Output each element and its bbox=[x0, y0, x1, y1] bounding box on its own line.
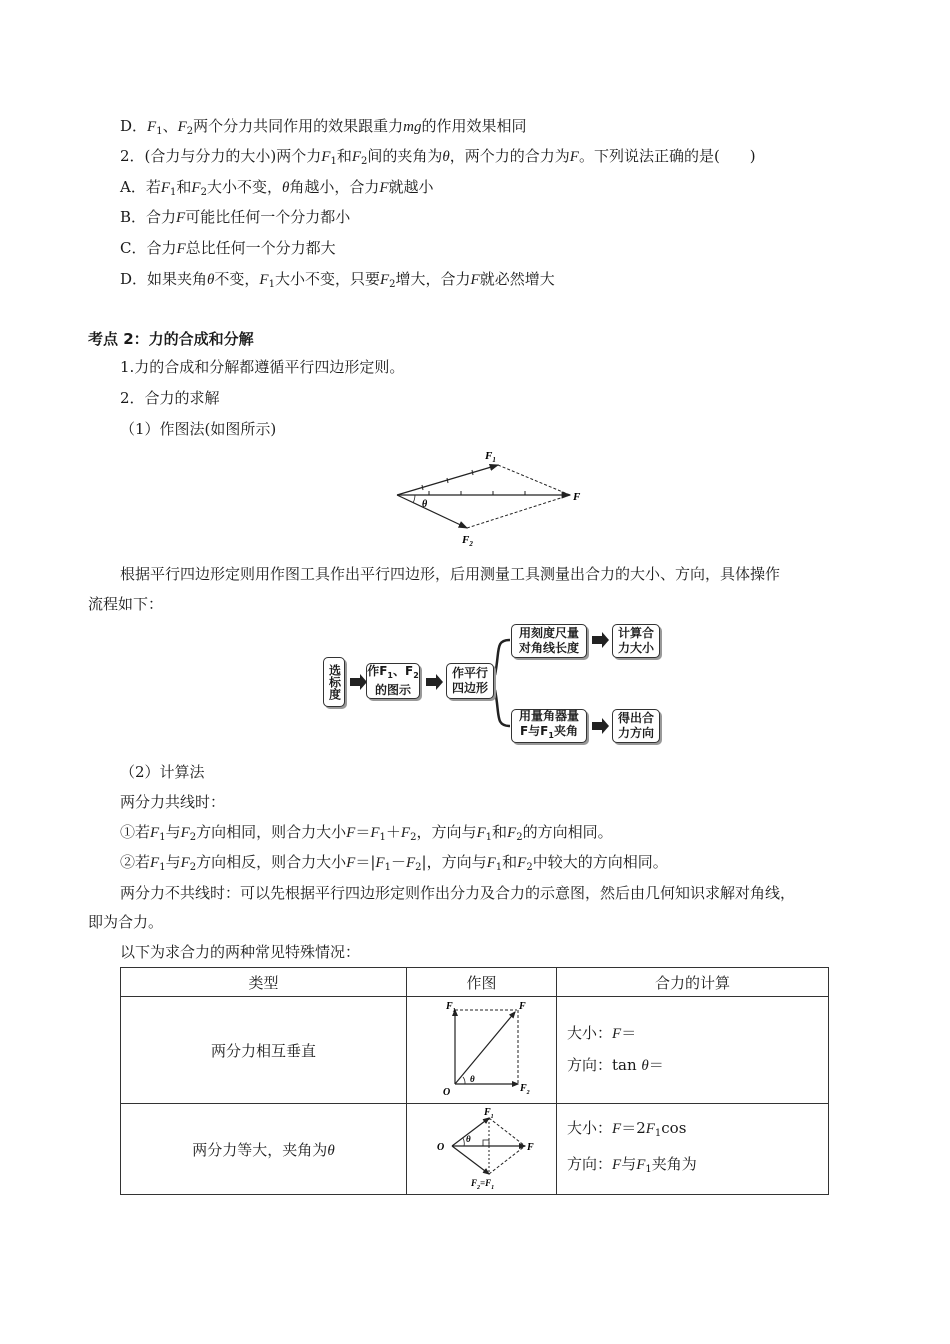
flow-arrow-3 bbox=[592, 632, 609, 648]
eq-label-f1: $F_1$ bbox=[483, 1107, 494, 1120]
row2-calc bbox=[557, 1104, 829, 1195]
row1-type: 两分力相互垂直 bbox=[121, 997, 407, 1104]
flow-arrow-4 bbox=[592, 718, 609, 734]
perp-label-f2: $F_2$ bbox=[519, 1083, 530, 1096]
eq-label-theta: θ bbox=[465, 1134, 471, 1144]
perpendicular-diagram bbox=[432, 998, 532, 1098]
row2-figure-cell bbox=[407, 1104, 557, 1195]
eq-theta-arc bbox=[463, 1138, 464, 1146]
special-cases-table bbox=[120, 967, 829, 1195]
q2-stem: 2．(合力与分力的大小)两个力$F_1$和$F_2$间的夹角为θ，两个力的合力为F。下列说法正确的是( ) bbox=[120, 147, 756, 167]
perp-label-f: F bbox=[518, 1001, 526, 1012]
perp-label-f1: $F_1$ bbox=[445, 1001, 456, 1014]
perp-label-theta: θ bbox=[469, 1074, 475, 1084]
section-p7: ①若$F_1$与$F_2$方向相同，则合力大小$F=F_1+F_2$，方向与$F_1$和$F_2$的方向相同。 bbox=[120, 823, 613, 843]
table-header-type: 类型 bbox=[121, 968, 407, 997]
section-p4-line1: 根据平行四边形定则用作图工具作出平行四边形，后用测量工具测量出合力的大小、方向，具体操作 bbox=[120, 565, 781, 583]
section-p9-line2: 即为合力。 bbox=[88, 913, 164, 931]
f2-vector bbox=[397, 495, 467, 528]
section-p5: （2）计算法 bbox=[120, 763, 205, 781]
equal-forces-diagram bbox=[427, 1104, 537, 1190]
right-angle-mark bbox=[483, 1140, 489, 1146]
branch-lower bbox=[495, 690, 510, 726]
flow-box-compute-size: 计算合 力大小 bbox=[612, 624, 660, 658]
theta-arc bbox=[413, 495, 415, 503]
q2-option-d: D．如果夹角θ不变，$F_1$大小不变，只要$F_2$增大，合力F就必然增大 bbox=[120, 270, 555, 290]
section-p9-line1: 两分力不共线时：可以先根据平行四边形定则作出分力及合力的示意图，然后由几何知识求解对角线， bbox=[120, 884, 796, 902]
label-f: F bbox=[573, 491, 581, 503]
row1-calc bbox=[557, 997, 829, 1104]
eq-dashed-top bbox=[489, 1118, 525, 1146]
parallelogram-diagram bbox=[385, 445, 595, 550]
q2-option-c: C．合力F总比任何一个分力都大 bbox=[120, 239, 336, 257]
perp-f-vector bbox=[455, 1012, 515, 1084]
flow-arrow-1 bbox=[350, 674, 367, 690]
eq-label-o: O bbox=[436, 1142, 444, 1153]
branch-upper bbox=[495, 640, 510, 675]
flow-box-draw-forces: 作$F_1$、$F_2$ 的图示 bbox=[367, 664, 419, 697]
row2-direction: 方向：F与$F_1$夹角为 bbox=[567, 1155, 697, 1175]
section-heading: 考点 2：力的合成和分解 bbox=[88, 330, 254, 348]
row1-size: 大小：F＝ bbox=[567, 1024, 637, 1042]
row2-size: 大小：$F=2F_1\cos$ bbox=[567, 1119, 687, 1139]
perp-label-o: O bbox=[442, 1087, 450, 1098]
q2-option-b: B．合力F可能比任何一个分力都小 bbox=[120, 208, 351, 226]
section-p1: 1.力的合成和分解都遵循平行四边形定则。 bbox=[120, 358, 405, 376]
table-header-calc: 合力的计算 bbox=[557, 968, 829, 997]
section-p3: （1）作图法(如图所示) bbox=[120, 420, 277, 438]
flow-box-measure-angle: 用量角器量 F与$F_1$夹角 bbox=[511, 709, 587, 743]
table-header-row bbox=[121, 968, 829, 997]
flow-box-parallelogram: 作平行 四边形 bbox=[446, 663, 494, 699]
eq-dashed-bottom bbox=[489, 1146, 525, 1174]
eq-f2-vector bbox=[452, 1146, 489, 1174]
table-header-figure: 作图 bbox=[407, 968, 557, 997]
eq-label-f: F bbox=[526, 1142, 534, 1153]
label-f1: $F_1$ bbox=[485, 450, 496, 464]
flow-box-measure-length: 用刻度尺量 对角线长度 bbox=[511, 624, 587, 658]
flow-box-select-scale: 选标度 bbox=[323, 657, 345, 707]
flow-arrow-2 bbox=[426, 674, 443, 690]
q1-option-d: D．$F_1$、$F_2$两个分力共同作用的效果跟重力mg的作用效果相同 bbox=[120, 117, 527, 137]
table-row bbox=[121, 997, 829, 1104]
label-theta: θ bbox=[422, 499, 428, 510]
q2-option-a: A．若$F_1$和$F_2$大小不变，θ角越小，合力F就越小 bbox=[120, 178, 434, 198]
section-p6: 两分力共线时： bbox=[120, 793, 226, 811]
row2-type: 两分力等大，夹角为θ bbox=[121, 1104, 407, 1195]
section-p10: 以下为求合力的两种常见特殊情况： bbox=[120, 943, 361, 961]
dashed-side-bottom bbox=[467, 495, 570, 528]
dashed-side-top bbox=[498, 465, 570, 495]
section-p4-line2: 流程如下： bbox=[88, 595, 164, 613]
table-row bbox=[121, 1104, 829, 1195]
section-p2: 2．合力的求解 bbox=[120, 389, 220, 407]
flow-box-get-direction: 得出合 力方向 bbox=[612, 709, 660, 743]
perp-theta-arc bbox=[463, 1077, 465, 1084]
eq-label-f2: $F_2=F_1$ bbox=[470, 1178, 494, 1190]
row1-figure-cell bbox=[407, 997, 557, 1104]
section-p8: ②若$F_1$与$F_2$方向相反，则合力大小$F=|F_1-F_2|$，方向与$F_1$和$F_2$中较大的方向相同。 bbox=[120, 853, 668, 873]
label-f2: $F_2$ bbox=[462, 534, 473, 548]
row1-direction: 方向：tan θ＝ bbox=[567, 1056, 664, 1074]
